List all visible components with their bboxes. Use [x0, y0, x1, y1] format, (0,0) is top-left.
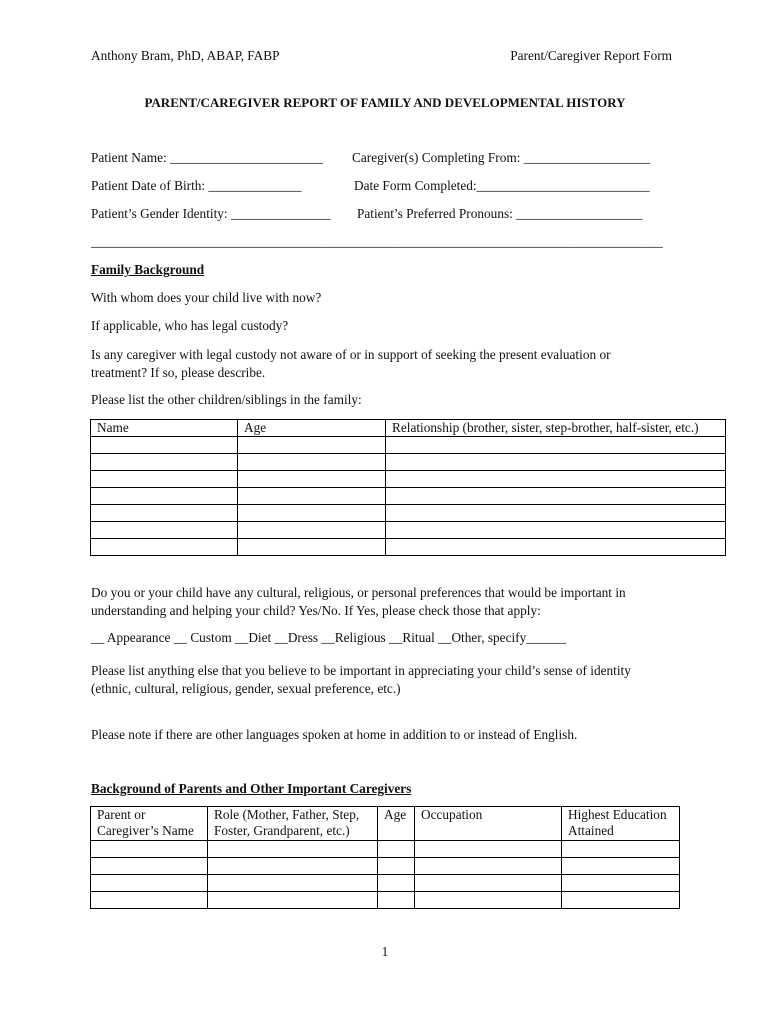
- table-cell[interactable]: [386, 488, 726, 505]
- table-cell[interactable]: [238, 471, 386, 488]
- table-cell[interactable]: [415, 875, 562, 892]
- table-cell[interactable]: [91, 875, 208, 892]
- table-row[interactable]: [91, 892, 680, 909]
- table-cell[interactable]: [386, 454, 726, 471]
- header-author: Anthony Bram, PhD, ABAP, FABP: [91, 48, 280, 63]
- table-row[interactable]: [91, 841, 680, 858]
- table-cell[interactable]: [91, 437, 238, 454]
- table-cell[interactable]: [386, 539, 726, 556]
- preference-options[interactable]: __ Appearance __ Custom __Diet __Dress __Religious __Ritual __Other, specify______: [91, 630, 567, 645]
- siblings-col-age: Age: [238, 420, 386, 437]
- question-legal-custody: If applicable, who has legal custody?: [91, 318, 289, 333]
- table-cell[interactable]: [415, 892, 562, 909]
- table-cell[interactable]: [238, 505, 386, 522]
- table-cell[interactable]: [378, 841, 415, 858]
- table-cell[interactable]: [386, 437, 726, 454]
- table-cell[interactable]: [91, 454, 238, 471]
- table-cell[interactable]: [238, 539, 386, 556]
- table-cell[interactable]: [386, 505, 726, 522]
- question-caregiver-support: Is any caregiver with legal custody not aware of or in support of seeking the present evaluation or treatment? If so, please describe.: [91, 347, 611, 380]
- siblings-col-relationship: Relationship (brother, sister, step-brother, half-sister, etc.): [386, 420, 726, 437]
- question-preferences: Do you or your child have any cultural, religious, or personal preferences that would be important in understanding and helping your child? Yes/No. If Yes, please check those that apply:: [91, 585, 626, 618]
- table-cell[interactable]: [562, 892, 680, 909]
- table-row[interactable]: [91, 539, 726, 556]
- date-completed-field[interactable]: Date Form Completed:__________________________: [354, 178, 650, 193]
- table-cell[interactable]: [562, 841, 680, 858]
- table-cell[interactable]: [91, 488, 238, 505]
- table-cell[interactable]: [378, 858, 415, 875]
- table-cell[interactable]: [208, 841, 378, 858]
- family-background-heading: Family Background: [91, 262, 205, 277]
- table-cell[interactable]: [91, 841, 208, 858]
- table-cell[interactable]: [91, 522, 238, 539]
- table-cell[interactable]: [562, 875, 680, 892]
- table-cell[interactable]: [208, 858, 378, 875]
- table-cell[interactable]: [91, 471, 238, 488]
- table-row[interactable]: [91, 437, 726, 454]
- header-form-name: Parent/Caregiver Report Form: [510, 48, 672, 63]
- table-cell[interactable]: [238, 522, 386, 539]
- table-row[interactable]: [91, 505, 726, 522]
- question-lives-with: With whom does your child live with now?: [91, 290, 322, 305]
- table-cell[interactable]: [91, 505, 238, 522]
- dob-field[interactable]: Patient Date of Birth: ______________: [91, 178, 302, 193]
- table-row[interactable]: [91, 522, 726, 539]
- siblings-table: [90, 419, 726, 556]
- table-row[interactable]: [91, 858, 680, 875]
- table-cell[interactable]: [415, 858, 562, 875]
- caregivers-field[interactable]: Caregiver(s) Completing From: ___________________: [352, 150, 651, 165]
- table-cell[interactable]: [238, 454, 386, 471]
- parents-col-name: Parent or Caregiver’s Name: [91, 807, 208, 841]
- table-cell[interactable]: [91, 892, 208, 909]
- table-cell[interactable]: [208, 892, 378, 909]
- siblings-header-row: [91, 420, 726, 437]
- table-row[interactable]: [91, 488, 726, 505]
- question-identity: Please list anything else that you believe to be important in appreciating your child’s sense of identity (ethnic, cultural, religious, gender, sexual preference, etc.): [91, 663, 631, 696]
- parents-col-education: Highest Education Attained: [562, 807, 680, 841]
- table-row[interactable]: [91, 471, 726, 488]
- parents-heading: Background of Parents and Other Important Caregivers: [91, 781, 412, 796]
- table-row[interactable]: [91, 454, 726, 471]
- parents-col-occupation: Occupation: [415, 807, 562, 841]
- table-cell[interactable]: [386, 471, 726, 488]
- table-cell[interactable]: [386, 522, 726, 539]
- table-cell[interactable]: [91, 858, 208, 875]
- table-cell[interactable]: [238, 437, 386, 454]
- gender-identity-field[interactable]: Patient’s Gender Identity: _______________: [91, 206, 331, 221]
- table-cell[interactable]: [415, 841, 562, 858]
- parents-col-role: Role (Mother, Father, Step, Foster, Grandparent, etc.): [208, 807, 378, 841]
- table-cell[interactable]: [378, 892, 415, 909]
- question-languages: Please note if there are other languages spoken at home in addition to or instead of English.: [91, 727, 578, 742]
- table-cell[interactable]: [378, 875, 415, 892]
- separator-line: ______________________________________________________________________________________: [91, 234, 663, 249]
- table-cell[interactable]: [208, 875, 378, 892]
- page-title: PARENT/CAREGIVER REPORT OF FAMILY AND DEVELOPMENTAL HISTORY: [144, 95, 626, 110]
- patient-name-field[interactable]: Patient Name: _______________________: [91, 150, 323, 165]
- page-number: 1: [381, 944, 389, 959]
- table-cell[interactable]: [562, 858, 680, 875]
- pronouns-field[interactable]: Patient’s Preferred Pronouns: ___________________: [357, 206, 643, 221]
- parents-col-age: Age: [378, 807, 415, 841]
- table-row[interactable]: [91, 875, 680, 892]
- parents-table: [90, 806, 680, 909]
- table-cell[interactable]: [238, 488, 386, 505]
- siblings-col-name: Name: [91, 420, 238, 437]
- question-siblings: Please list the other children/siblings in the family:: [91, 392, 362, 407]
- parents-header-row: [91, 807, 680, 841]
- table-cell[interactable]: [91, 539, 238, 556]
